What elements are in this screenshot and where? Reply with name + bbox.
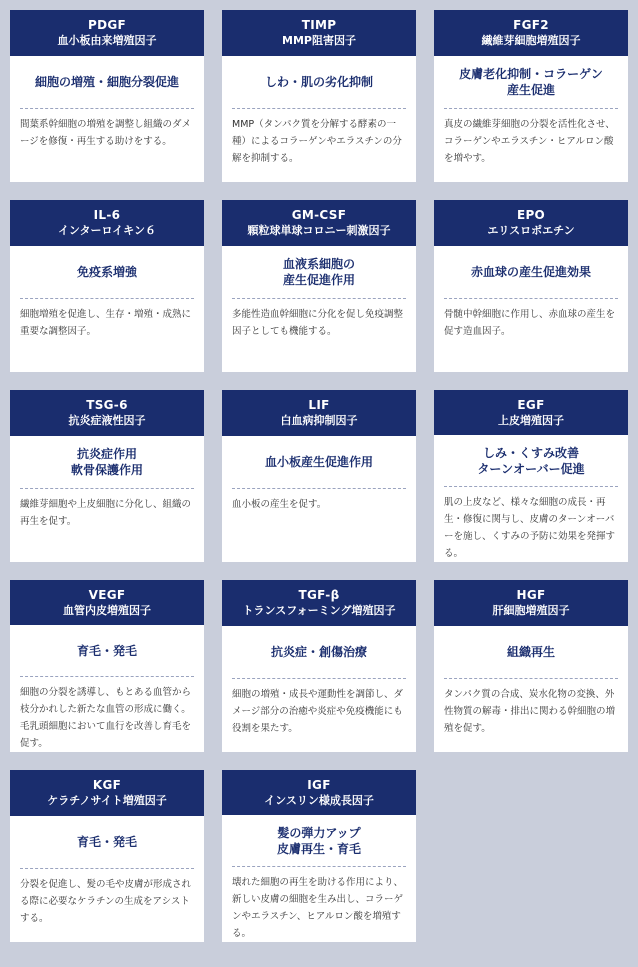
card-header bbox=[10, 390, 204, 436]
card-header bbox=[10, 200, 204, 246]
factor-card bbox=[10, 390, 204, 562]
factor-description: 細胞の分裂を誘導し、もとある血管から枝分かれした新たな血管の形成に働く。毛乳頭細胞において血行を改善し育毛を促す。 bbox=[20, 687, 192, 749]
factor-card bbox=[222, 580, 416, 752]
factor-effect: 育毛・発毛 bbox=[20, 625, 194, 677]
factor-card bbox=[10, 200, 204, 372]
factor-card bbox=[434, 390, 628, 562]
factor-effect: 免疫系増強 bbox=[20, 246, 194, 299]
card-header bbox=[222, 580, 416, 626]
factor-effect: 抗炎症・創傷治療 bbox=[232, 626, 406, 679]
card-header bbox=[222, 390, 416, 436]
factor-card bbox=[434, 10, 628, 182]
card-header bbox=[222, 200, 416, 246]
factor-description: 細胞の増殖・成長や運動性を調節し、ダメージ部分の治癒や炎症や免疫機能にも役割を果たす。 bbox=[232, 689, 404, 734]
factor-effect: 細胞の増殖・細胞分裂促進 bbox=[20, 56, 194, 109]
factor-card bbox=[10, 770, 204, 942]
factor-description: 細胞増殖を促進し、生存・増殖・成熟に重要な調整因子。 bbox=[20, 309, 192, 337]
factor-code: TIMP bbox=[301, 18, 337, 32]
factor-effect: 皮膚老化抑制・コラーゲン 産生促進 bbox=[444, 56, 618, 109]
factor-description: 真皮の繊維芽細胞の分裂を活性化させ、コラーゲンやエラスチン・ヒアルロン酸を増やす。 bbox=[444, 119, 615, 164]
card-header bbox=[434, 580, 628, 626]
factor-code: TSG-6 bbox=[86, 398, 128, 412]
factor-code: GM-CSF bbox=[291, 208, 347, 222]
factor-code: EGF bbox=[517, 397, 545, 412]
factor-name: 血管内皮増殖因子 bbox=[63, 603, 151, 617]
factor-effect: 血液系細胞の 産生促進作用 bbox=[232, 246, 406, 299]
factor-code: TGF-β bbox=[298, 588, 340, 602]
factor-code: IGF bbox=[307, 777, 331, 792]
card-header bbox=[10, 580, 204, 625]
factor-effect: 赤血球の産生促進効果 bbox=[444, 246, 618, 299]
factor-name: 血小板由来増殖因子 bbox=[57, 34, 157, 47]
factor-effect: しわ・肌の劣化抑制 bbox=[232, 56, 406, 109]
factor-description: タンパク質の合成、炭水化物の変換、外性物質の解毒・排出に関わる幹細胞の増殖を促す。 bbox=[444, 689, 616, 734]
factor-description: 多能性造血幹細胞に分化を促し免疫調整因子としても機能する。 bbox=[232, 309, 404, 337]
factor-card bbox=[434, 580, 628, 752]
card-header bbox=[222, 770, 416, 815]
growth-factor-grid bbox=[10, 10, 628, 942]
factor-description: 分裂を促進し、髪の毛や皮膚が形成される際に必要なケラチンの生成をアシストする。 bbox=[20, 879, 192, 924]
factor-card bbox=[222, 770, 416, 942]
factor-name: 肝細胞増殖因子 bbox=[492, 604, 570, 617]
card-header bbox=[10, 10, 204, 56]
factor-description: MMP（タンパク質を分解する酵素の一種）によるコラーゲンやエラスチンの分解を抑制する。 bbox=[232, 119, 402, 164]
factor-effect: 育毛・発毛 bbox=[20, 816, 194, 869]
factor-card bbox=[222, 200, 416, 372]
factor-card bbox=[434, 200, 628, 372]
factor-description: 肌の上皮など、様々な細胞の成長・再生・修復に関与し、皮膚のターンオーバーを施し、くすみの予防に効果を発揮する。 bbox=[444, 497, 616, 559]
card-header bbox=[434, 390, 628, 435]
factor-card bbox=[222, 10, 416, 182]
factor-card bbox=[10, 580, 204, 752]
factor-name: インターロイキン６ bbox=[57, 224, 157, 237]
factor-code: FGF2 bbox=[513, 18, 549, 32]
factor-name: エリスロポエチン bbox=[487, 224, 575, 237]
factor-name: 抗炎症液性因子 bbox=[68, 414, 146, 427]
factor-name: ケラチノサイト増殖因子 bbox=[47, 794, 167, 807]
factor-description: 間葉系幹細胞の増殖を調整し組織のダメージを修復・再生する助けをする。 bbox=[20, 119, 192, 147]
factor-description: 繊維芽細胞や上皮細胞に分化し、組織の再生を促す。 bbox=[20, 499, 192, 527]
factor-code: VEGF bbox=[88, 587, 126, 602]
factor-name: トランスフォーミング増殖因子 bbox=[242, 604, 396, 617]
factor-name: MMP阻害因子 bbox=[282, 34, 356, 47]
factor-code: PDGF bbox=[87, 18, 126, 32]
factor-card bbox=[222, 390, 416, 562]
factor-code: HGF bbox=[516, 588, 546, 602]
factor-description: 壊れた細胞の再生を助ける作用により、新しい皮膚の細胞を生み出し、コラーゲンやエラスチン、ヒアルロン酸を増殖する。 bbox=[232, 877, 404, 939]
card-header bbox=[434, 200, 628, 246]
factor-name: 繊維芽細胞増殖因子 bbox=[481, 34, 581, 47]
factor-description: 血小板の産生を促す。 bbox=[232, 499, 327, 510]
factor-code: KGF bbox=[92, 778, 122, 792]
card-header bbox=[434, 10, 628, 56]
factor-name: 白血病抑制因子 bbox=[280, 414, 358, 427]
factor-name: 顆粒球単球コロニー刺激因子 bbox=[247, 224, 391, 237]
factor-name: 上皮増殖因子 bbox=[498, 413, 564, 427]
factor-description: 骨髄中幹細胞に作用し、赤血球の産生を促す造血因子。 bbox=[444, 309, 616, 337]
factor-effect: 組織再生 bbox=[444, 626, 618, 679]
factor-effect: 髪の弾力アップ 皮膚再生・育毛 bbox=[232, 815, 406, 867]
factor-card bbox=[10, 10, 204, 182]
factor-effect: 血小板産生促進作用 bbox=[232, 436, 406, 489]
card-header bbox=[10, 770, 204, 816]
factor-effect: 抗炎症作用 軟骨保護作用 bbox=[20, 436, 194, 489]
factor-code: EPO bbox=[516, 208, 546, 222]
factor-name: インスリン様成長因子 bbox=[264, 793, 374, 807]
card-header bbox=[222, 10, 416, 56]
factor-code: IL-6 bbox=[93, 208, 121, 222]
factor-code: LIF bbox=[308, 398, 330, 412]
factor-effect: しみ・くすみ改善 ターンオーバー促進 bbox=[444, 435, 618, 487]
